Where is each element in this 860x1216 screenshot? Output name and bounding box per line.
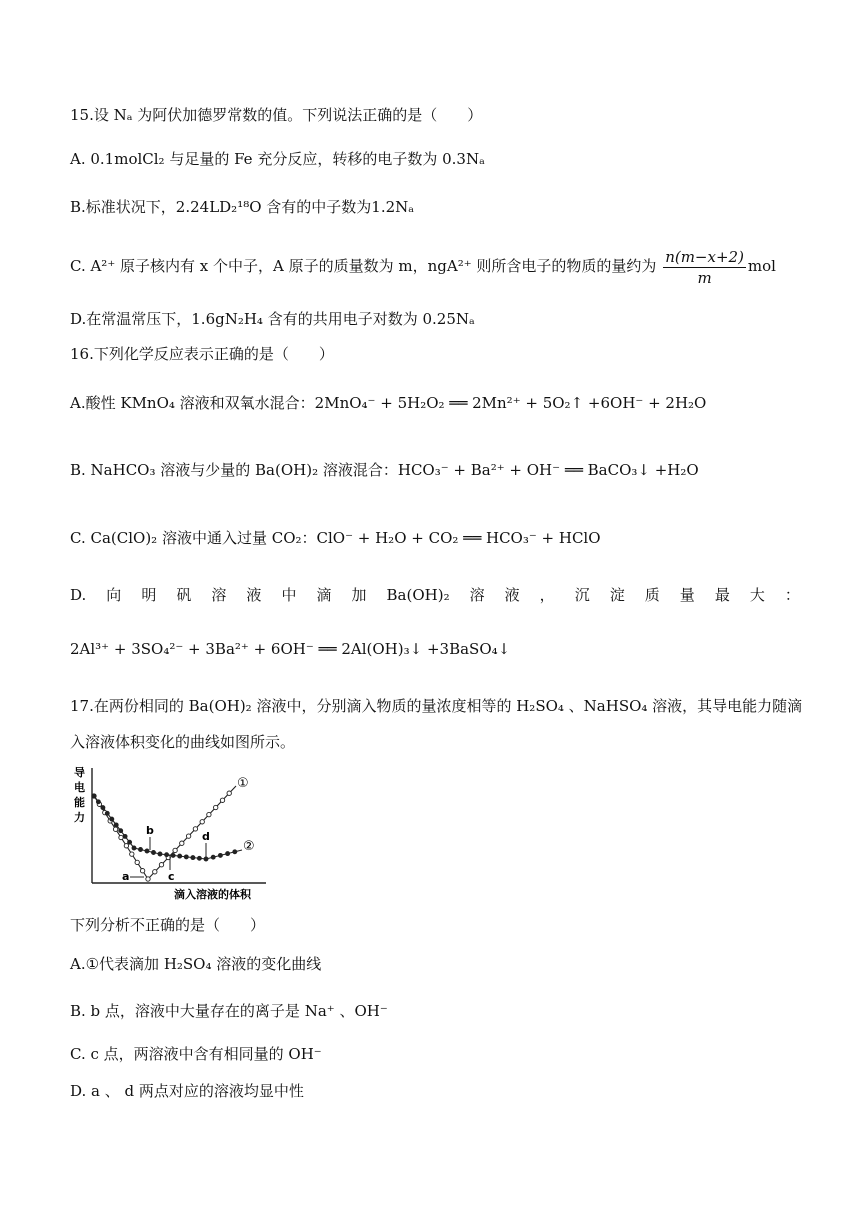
curve-2-marker (158, 852, 162, 856)
curve-2-marker (152, 851, 156, 855)
curve-1-marker (119, 835, 123, 839)
d-word: 质 (644, 586, 660, 604)
q16-option-d (70, 584, 800, 606)
q16-stem: 16.下列化学反应表示正确的是（ ） (70, 345, 334, 363)
q17-option-d: D. a 、 d 两点对应的溶液均显中性 (70, 1082, 304, 1100)
curve-2-marker (171, 853, 175, 857)
d-word: 液 (246, 586, 262, 604)
curve-1-marker (124, 844, 128, 848)
d-word: 中 (281, 586, 297, 604)
curve-2-marker (145, 849, 149, 853)
curve-2-marker (165, 853, 169, 857)
curve-2-marker (119, 829, 123, 833)
curve-1-marker (207, 812, 211, 816)
curve-2-marker (218, 853, 222, 857)
d-word: 淀 (609, 586, 625, 604)
q16-option-d-equation: 2Al³⁺ + 3SO₄²⁻ + 3Ba²⁺ + 6OH⁻ ══ 2Al(OH)₃↓ +3BaSO₄↓ (70, 640, 511, 658)
curve-1-marker (113, 827, 117, 831)
d-word: 最 (714, 586, 730, 604)
curve-1-label: ① (237, 776, 249, 791)
curve-1-marker (220, 798, 224, 802)
y-label-char: 能 (74, 796, 85, 809)
d-word: 量 (679, 586, 695, 604)
q16-option-b: B. NaHCO₃ 溶液与少量的 Ba(OH)₂ 溶液混合：HCO₃⁻ + Ba²⁺ + OH⁻ ══ BaCO₃↓ +H₂O (70, 461, 699, 479)
q15-option-c-fraction (663, 247, 746, 288)
q17-question: 下列分析不正确的是（ ） (70, 916, 266, 934)
curve-2-marker (123, 834, 127, 838)
q15-option-c-text: C. A²⁺ 原子核内有 x 个中子，A 原子的质量数为 m，ngA²⁺ 则所含电子的物质的量约为 (70, 257, 657, 275)
curve-2-marker (211, 855, 215, 859)
curve-1-marker (146, 877, 150, 881)
d-word: 液 (504, 586, 520, 604)
curve-2-marker (197, 856, 201, 860)
q17-stem-line2: 入溶液体积变化的曲线如图所示。 (70, 733, 296, 751)
curve-2-marker (204, 857, 208, 861)
curve-2-marker (114, 823, 118, 827)
d-word: ， (539, 586, 555, 604)
q17-option-b: B. b 点，溶液中大量存在的离子是 Na⁺ 、OH⁻ (70, 1002, 388, 1020)
point-d-label: d (202, 830, 210, 843)
point-c-label: c (168, 870, 175, 883)
curve-1-marker (180, 841, 184, 845)
curve-2-marker (226, 852, 230, 856)
curve-1-marker (193, 827, 197, 831)
curve-2-marker (105, 811, 109, 815)
point-a-label: a (122, 870, 130, 883)
curve-2-marker (132, 846, 136, 850)
y-label-char: 导 (74, 766, 85, 779)
d-word: 沉 (574, 586, 590, 604)
q15-option-c (70, 244, 800, 288)
d-word: Ba(OH)₂ (386, 586, 450, 604)
q16-option-a: A.酸性 KMnO₄ 溶液和双氧水混合：2MnO₄⁻ + 5H₂O₂ ══ 2Mn²⁺ + 5O₂↑ +6OH⁻ + 2H₂O (70, 394, 707, 412)
q16-option-c: C. Ca(ClO)₂ 溶液中通入过量 CO₂：ClO⁻ + H₂O + CO₂ ══ HCO₃⁻ + HClO (70, 529, 601, 547)
d-word: 向 (106, 586, 122, 604)
point-b-label: b (146, 824, 154, 837)
d-word: 溶 (469, 586, 485, 604)
fraction-numerator: n(m−x+2) (665, 247, 744, 266)
curve-1-markers (92, 791, 232, 881)
q17-stem-line1: 17.在两份相同的 Ba(OH)₂ 溶液中，分别滴入物质的量浓度相等的 H₂SO₄ 、NaHSO₄ 溶液，其导电能力随滴 (70, 697, 803, 715)
fraction-denominator: m (697, 268, 712, 287)
d-word: 矾 (176, 586, 192, 604)
curve-1-marker (200, 820, 204, 824)
curve-1-marker (140, 869, 144, 873)
d-word: 明 (141, 586, 157, 604)
q15-stem: 15.设 Nₐ 为阿伏加德罗常数的值。下列说法正确的是（ ） (70, 106, 483, 124)
conductivity-graph (70, 762, 270, 902)
curve-2-marker (110, 817, 114, 821)
curve-2-marker (101, 806, 105, 810)
curve-2-marker (233, 850, 237, 854)
d-word: D. (70, 586, 87, 604)
q15-option-b: B.标准状况下，2.24LD₂¹⁸O 含有的中子数为1.2Nₐ (70, 198, 415, 216)
curve-1-marker (159, 863, 163, 867)
q15-option-a: A. 0.1molCl₂ 与足量的 Fe 充分反应，转移的电子数为 0.3Nₐ (70, 150, 485, 168)
d-word: 滴 (316, 586, 332, 604)
curve-1-marker (173, 848, 177, 852)
fraction-unit: mol (747, 257, 776, 275)
curve-1-marker (214, 805, 218, 809)
curve-1-marker (227, 791, 231, 795)
curve-2-marker (139, 848, 143, 852)
curve-2-marker (178, 854, 182, 858)
y-label-char: 力 (74, 811, 85, 824)
curve-1-marker (186, 834, 190, 838)
d-word: 加 (351, 586, 367, 604)
curve-1 (94, 786, 236, 879)
d-word: 溶 (211, 586, 227, 604)
q15-option-d: D.在常温常压下，1.6gN₂H₄ 含有的共用电子对数为 0.25Nₐ (70, 310, 475, 328)
curve-1-marker (135, 860, 139, 864)
curve-2-marker (184, 855, 188, 859)
curve-2-marker (96, 800, 100, 804)
q17-option-c: C. c 点，两溶液中含有相同量的 OH⁻ (70, 1045, 322, 1063)
curve-2-label: ② (243, 839, 255, 854)
curve-1-marker (153, 870, 157, 874)
curve-1-marker (130, 852, 134, 856)
y-label-char: 电 (74, 781, 85, 794)
curve-2-marker (128, 840, 132, 844)
curve-2-marker (191, 856, 195, 860)
curve-2-marker (92, 794, 96, 798)
x-axis-label: 滴入溶液的体积 (174, 888, 251, 901)
q17-option-a: A.①代表滴加 H₂SO₄ 溶液的变化曲线 (70, 955, 322, 973)
d-word: 大 (749, 586, 765, 604)
d-word: ： (784, 586, 800, 604)
